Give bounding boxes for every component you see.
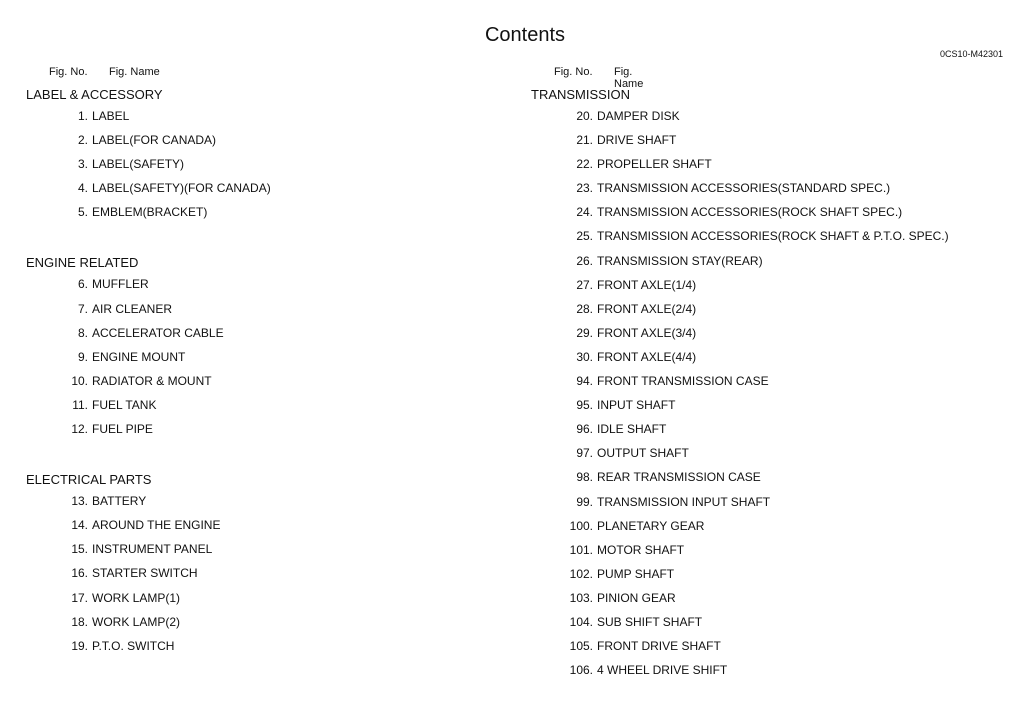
contents-entry[interactable]: [531, 200, 903, 224]
fig-number: 12.: [71, 422, 88, 437]
contents-entry[interactable]: [531, 224, 949, 248]
fig-number: 3.: [77, 157, 88, 172]
fig-name: PUMP SHAFT: [597, 566, 675, 581]
contents-entry[interactable]: [531, 490, 771, 514]
fig-name: P.T.O. SWITCH: [92, 638, 175, 653]
fig-name-header: Fig. Name: [109, 66, 160, 78]
section-title: ENGINE RELATED: [26, 255, 139, 271]
fig-number: 11.: [72, 397, 88, 412]
fig-name: IDLE SHAFT: [597, 422, 667, 437]
fig-name: PINION GEAR: [597, 590, 676, 605]
fig-name: TRANSMISSION STAY(REAR): [597, 253, 763, 268]
contents-entry[interactable]: [531, 465, 761, 489]
fig-number: 28.: [576, 301, 593, 316]
fig-number: 7.: [77, 301, 88, 316]
contents-entry[interactable]: [531, 249, 763, 273]
fig-name: TRANSMISSION INPUT SHAFT: [597, 494, 771, 509]
fig-number: 21.: [576, 133, 593, 148]
fig-name: INPUT SHAFT: [597, 398, 676, 413]
contents-entry[interactable]: [531, 634, 721, 658]
contents-section: [26, 80, 271, 224]
fig-number: 20.: [576, 109, 593, 123]
fig-number: 10.: [71, 373, 88, 388]
fig-name: ACCELERATOR CABLE: [92, 325, 224, 340]
fig-number: 104.: [569, 614, 593, 629]
contents-entry[interactable]: [531, 297, 697, 321]
fig-name: RADIATOR & MOUNT: [92, 373, 212, 388]
fig-number: 29.: [576, 325, 593, 340]
fig-name: ENGINE MOUNT: [92, 349, 186, 364]
contents-entry[interactable]: [531, 393, 676, 417]
contents-entry[interactable]: [531, 417, 667, 441]
contents-entry[interactable]: [531, 514, 705, 538]
fig-name: FRONT DRIVE SHAFT: [597, 639, 721, 654]
contents-entry[interactable]: [531, 321, 697, 345]
contents-entry[interactable]: [26, 586, 181, 610]
contents-entry[interactable]: [531, 345, 697, 369]
fig-name: OUTPUT SHAFT: [597, 446, 689, 461]
contents-entry[interactable]: [26, 297, 173, 321]
fig-name: FRONT TRANSMISSION CASE: [597, 374, 769, 389]
fig-name: FUEL PIPE: [92, 422, 153, 437]
fig-number: 5.: [77, 205, 88, 220]
fig-number: 13.: [71, 494, 88, 509]
fig-name: AIR CLEANER: [92, 301, 173, 316]
contents-entry[interactable]: [531, 152, 712, 176]
contents-section: [26, 248, 224, 441]
fig-number: 94.: [576, 374, 593, 389]
fig-name: EMBLEM(BRACKET): [92, 205, 208, 220]
contents-entry[interactable]: [26, 176, 271, 200]
fig-number: 22.: [576, 157, 593, 172]
fig-number: 8.: [77, 325, 88, 340]
contents-column-left: [26, 64, 271, 658]
fig-name: DRIVE SHAFT: [597, 133, 677, 148]
fig-name: LABEL: [92, 109, 130, 123]
fig-number: 2.: [77, 133, 88, 148]
fig-number: 6.: [77, 277, 88, 292]
contents-entry[interactable]: [26, 537, 213, 561]
contents-entry[interactable]: [26, 104, 163, 128]
fig-number: 106.: [569, 663, 593, 678]
fig-no-header: Fig. No.: [49, 66, 88, 78]
fig-no-header: Fig. No.: [554, 66, 593, 78]
fig-number: 19.: [71, 638, 88, 653]
fig-number: 4.: [77, 181, 88, 196]
contents-entry[interactable]: [531, 441, 689, 465]
fig-name: BATTERY: [92, 494, 147, 509]
page-title: Contents: [484, 24, 566, 46]
fig-number: 103.: [569, 590, 593, 605]
contents-entry[interactable]: [26, 417, 163, 441]
fig-name: 4 WHEEL DRIVE SHIFT: [597, 663, 728, 678]
fig-name: SUB SHIFT SHAFT: [597, 614, 703, 629]
fig-number: 23.: [576, 181, 593, 196]
fig-name-header: Fig. Name: [614, 66, 644, 90]
fig-number: 95.: [576, 398, 593, 413]
section-title: ELECTRICAL PARTS: [26, 472, 152, 488]
fig-name: FRONT AXLE(3/4): [597, 325, 697, 340]
contents-entry[interactable]: [26, 561, 198, 585]
fig-name: LABEL(SAFETY): [92, 157, 185, 172]
document-code: 0CS10-M42301: [940, 49, 1004, 59]
contents-entry[interactable]: [26, 128, 217, 152]
fig-name: FRONT AXLE(4/4): [597, 349, 697, 364]
contents-entry[interactable]: [26, 513, 221, 537]
contents-entry[interactable]: [26, 200, 208, 224]
section-gap: [26, 224, 163, 248]
fig-number: 24.: [576, 205, 593, 220]
fig-number: 98.: [576, 470, 593, 485]
fig-name: FRONT AXLE(1/4): [597, 277, 697, 292]
contents-entry[interactable]: [26, 634, 175, 658]
fig-name: DAMPER DISK: [597, 109, 680, 123]
contents-entry[interactable]: [531, 369, 769, 393]
fig-number: 97.: [576, 446, 593, 461]
contents-entry[interactable]: [26, 272, 163, 296]
contents-entry[interactable]: [26, 345, 186, 369]
contents-entry[interactable]: [531, 176, 891, 200]
contents-entry[interactable]: [531, 610, 703, 634]
contents-entry[interactable]: [531, 658, 728, 682]
fig-name: MOTOR SHAFT: [597, 542, 685, 557]
contents-entry[interactable]: [531, 586, 676, 610]
contents-entry[interactable]: [531, 104, 680, 128]
fig-name: TRANSMISSION ACCESSORIES(STANDARD SPEC.): [597, 181, 891, 196]
contents-section: [26, 465, 221, 658]
contents-entry[interactable]: [26, 369, 212, 393]
contents-column-right: [531, 64, 949, 682]
fig-number: 30.: [576, 349, 593, 364]
fig-name: INSTRUMENT PANEL: [92, 542, 213, 557]
fig-number: 99.: [576, 494, 593, 509]
fig-name: REAR TRANSMISSION CASE: [597, 470, 761, 485]
fig-name: TRANSMISSION ACCESSORIES(ROCK SHAFT & P.T.O. SPEC.): [597, 229, 949, 244]
fig-name: FUEL TANK: [92, 397, 157, 412]
contents-entry[interactable]: [531, 128, 677, 152]
contents-entry[interactable]: [26, 152, 185, 176]
fig-name: WORK LAMP(1): [92, 590, 181, 605]
contents-section: [531, 80, 949, 682]
fig-name: PROPELLER SHAFT: [597, 157, 712, 172]
section-title: TRANSMISSION: [531, 87, 630, 102]
fig-number: 25.: [576, 229, 593, 244]
fig-number: 101.: [569, 542, 593, 557]
fig-number: 102.: [569, 566, 593, 581]
fig-name: LABEL(SAFETY)(FOR CANADA): [92, 181, 271, 196]
fig-name: WORK LAMP(2): [92, 614, 181, 629]
fig-number: 1.: [77, 109, 88, 123]
contents-entry[interactable]: [531, 538, 685, 562]
contents-entry[interactable]: [531, 273, 697, 297]
fig-number: 17.: [71, 590, 88, 605]
fig-name: LABEL(FOR CANADA): [92, 133, 217, 148]
fig-name: TRANSMISSION ACCESSORIES(ROCK SHAFT SPEC.): [597, 205, 903, 220]
fig-number: 100.: [569, 518, 593, 533]
fig-number: 14.: [71, 518, 88, 533]
section-gap: [26, 441, 163, 465]
section-title: LABEL & ACCESSORY: [26, 87, 163, 102]
contents-entry[interactable]: [26, 321, 224, 345]
fig-number: 15.: [71, 542, 88, 557]
fig-number: 26.: [576, 253, 593, 268]
fig-name: FRONT AXLE(2/4): [597, 301, 697, 316]
fig-name: STARTER SWITCH: [92, 566, 198, 581]
fig-number: 27.: [576, 277, 593, 292]
fig-number: 16.: [71, 566, 88, 581]
fig-name: AROUND THE ENGINE: [92, 518, 221, 533]
contents-entry[interactable]: [26, 393, 163, 417]
fig-number: 105.: [569, 639, 593, 654]
contents-entry[interactable]: [26, 610, 181, 634]
fig-number: 96.: [576, 422, 593, 437]
fig-name: MUFFLER: [92, 277, 149, 292]
contents-entry[interactable]: [26, 489, 163, 513]
fig-number: 18.: [71, 614, 88, 629]
contents-entry[interactable]: [531, 562, 675, 586]
column-header: [26, 64, 163, 80]
fig-name: PLANETARY GEAR: [597, 518, 705, 533]
fig-number: 9.: [77, 349, 88, 364]
column-header: [531, 64, 644, 90]
